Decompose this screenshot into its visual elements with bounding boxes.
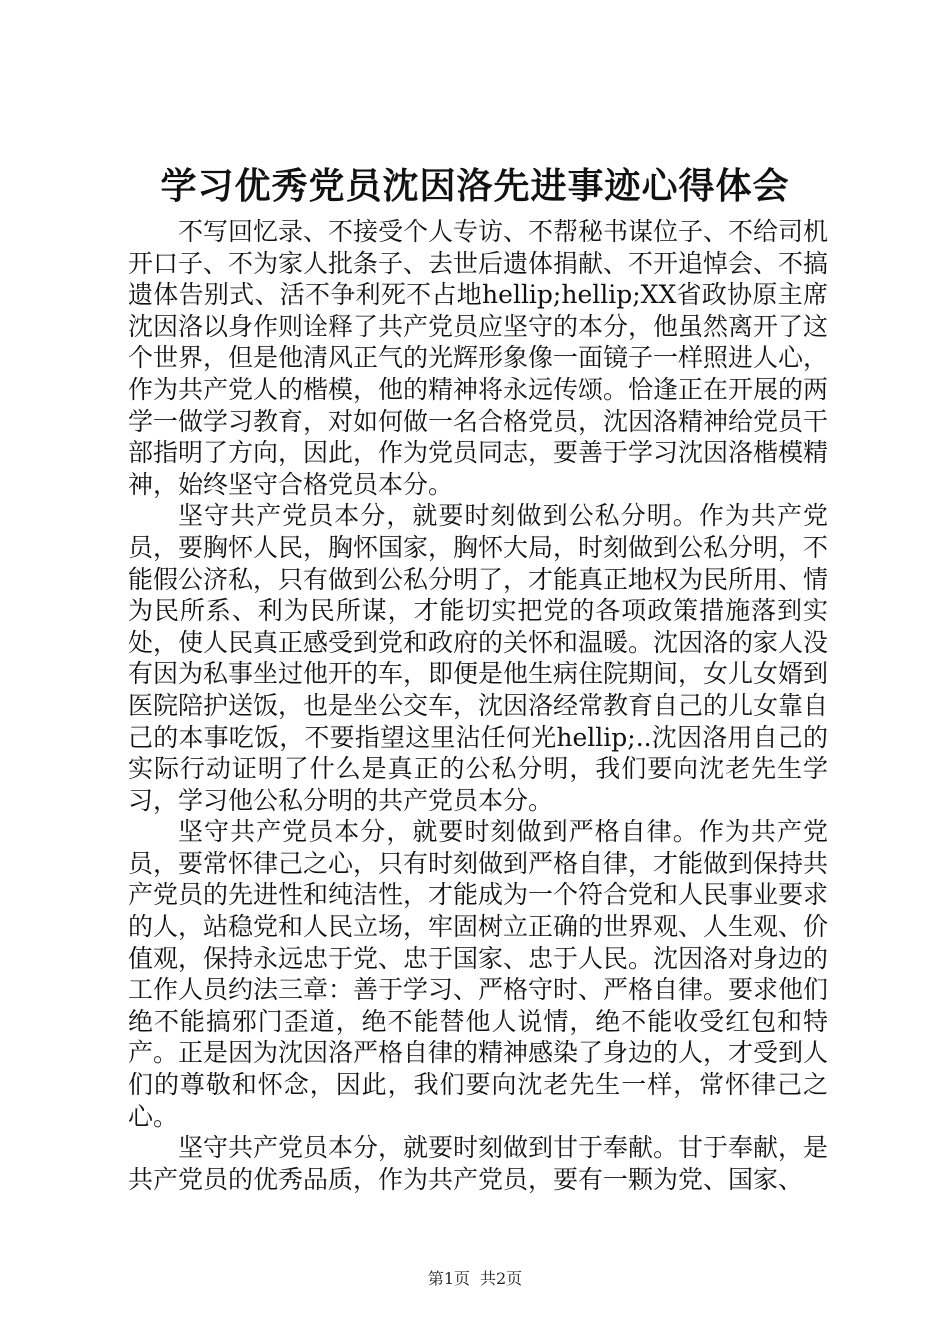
document-body — [128, 216, 828, 1195]
page-current-label: 第1页 — [427, 1269, 470, 1288]
document-title: 学习优秀党员沈因洛先进事迹心得体会 — [160, 165, 790, 207]
page-number-footer — [0, 1268, 950, 1290]
body-paragraph-1: 不写回忆录、不接受个人专访、不帮秘书谋位子、不给司机开口子、不为家人批条子、去世后遗体捐献、不开追悼会、不搞遗体告别式、活不争利死不占地hellip;hellip;XX省政协原主席沈因洛以身作则诠释了共产党员应坚守的本分，他虽然离开了这个世界，但是他清风正气的光辉形象像一面镜子一样照进人心，作为共产党人的楷模，他的精神将永远传颂。恰逢正在开展的两学一做学习教育，对如何做一名合格党员，沈因洛精神给党员干部指明了方向，因此，作为党员同志，要善于学习沈因洛楷模精神，始终坚守合格党员本分。 — [128, 217, 829, 499]
page-total-label: 共2页 — [480, 1269, 523, 1288]
body-paragraph-4: 坚守共产党员本分，就要时刻做到甘于奉献。甘于奉献，是共产党员的优秀品质，作为共产党员，要有一颗为党、国家、 — [128, 1133, 829, 1194]
body-paragraph-2: 坚守共产党员本分，就要时刻做到公私分明。作为共产党员，要胸怀人民，胸怀国家，胸怀大局，时刻做到公私分明，不能假公济私，只有做到公私分明了，才能真正地权为民所用、情为民所系、利为民所谋，才能切实把党的各项政策措施落到实处，使人民真正感受到党和政府的关怀和温暖。沈因洛的家人没有因为私事坐过他开的车，即便是他生病住院期间，女儿女婿到医院陪护送饭，也是坐公交车，沈因洛经常教育自己的儿女靠自己的本事吃饭，不要指望这里沾任何光hellip;..沈因洛用自己的实际行动证明了什么是真正的公私分明，我们要向沈老先生学习，学习他公私分明的共产党员本分。 — [128, 501, 829, 815]
body-paragraph-3: 坚守共产党员本分，就要时刻做到严格自律。作为共产党员，要常怀律己之心，只有时刻做到严格自律，才能做到保持共产党员的先进性和纯洁性，才能成为一个符合党和人民事业要求的人，站稳党和人民立场，牢固树立正确的世界观、人生观、价值观，保持永远忠于党、忠于国家、忠于人民。沈因洛对身边的工作人员约法三章：善于学习、严格守时、严格自律。要求他们绝不能搞邪门歪道，绝不能替他人说情，绝不能收受红包和特产。正是因为沈因洛严格自律的精神感染了身边的人，才受到人们的尊敬和怀念，因此，我们要向沈老先生一样，常怀律己之心。 — [128, 817, 829, 1131]
